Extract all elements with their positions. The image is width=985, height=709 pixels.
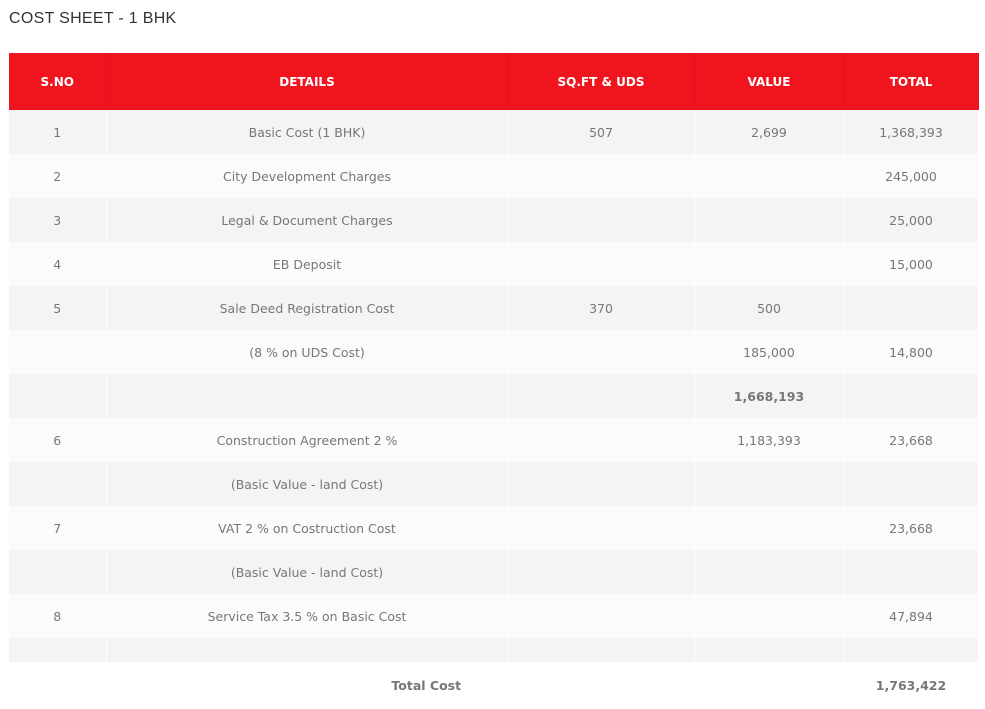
table-row: [9, 330, 978, 374]
spacer-cell: [106, 638, 508, 662]
cell-sqft-uds: [508, 550, 694, 594]
cell-total: 23,668: [844, 418, 978, 462]
cell-details: (Basic Value - land Cost): [106, 550, 508, 594]
cell-total: [844, 462, 978, 506]
cell-sqft-uds: [508, 242, 694, 286]
cell-value: [694, 506, 844, 550]
cell-details: VAT 2 % on Costruction Cost: [106, 506, 508, 550]
cell-value: [694, 462, 844, 506]
cell-value: 2,699: [694, 110, 844, 154]
column-header-total: TOTAL: [844, 53, 978, 110]
cell-sno: 1: [9, 110, 106, 154]
spacer-cell: [9, 638, 106, 662]
cell-details: Service Tax 3.5 % on Basic Cost: [106, 594, 508, 638]
cell-value: [694, 242, 844, 286]
total-cost-label: Total Cost: [9, 662, 844, 708]
cell-sqft-uds: [508, 506, 694, 550]
cost-sheet-table: [9, 53, 979, 708]
cell-total: 245,000: [844, 154, 978, 198]
column-header-details: DETAILS: [106, 53, 508, 110]
cell-sno: [9, 374, 106, 418]
table-row: [9, 418, 978, 462]
cell-sno: [9, 550, 106, 594]
cell-value: 185,000: [694, 330, 844, 374]
cell-total: 23,668: [844, 506, 978, 550]
table-row: [9, 550, 978, 594]
cell-sqft-uds: [508, 462, 694, 506]
cell-value: [694, 594, 844, 638]
cell-details: (8 % on UDS Cost): [106, 330, 508, 374]
cell-sno: 6: [9, 418, 106, 462]
table-row: [9, 594, 978, 638]
cell-sqft-uds: [508, 594, 694, 638]
spacer-cell: [508, 638, 694, 662]
cell-sno: 2: [9, 154, 106, 198]
table-spacer-row: [9, 638, 978, 662]
cell-total: [844, 374, 978, 418]
cell-total: 1,368,393: [844, 110, 978, 154]
cell-sqft-uds: [508, 374, 694, 418]
table-row: [9, 242, 978, 286]
page-title: COST SHEET - 1 BHK: [9, 10, 177, 27]
table-row: [9, 462, 978, 506]
column-header-sqft-uds: SQ.FT & UDS: [508, 53, 694, 110]
cell-details: (Basic Value - land Cost): [106, 462, 508, 506]
cell-total: [844, 550, 978, 594]
cell-total: [844, 286, 978, 330]
cell-sqft-uds: 507: [508, 110, 694, 154]
spacer-cell: [694, 638, 844, 662]
cell-total: 14,800: [844, 330, 978, 374]
table-row: [9, 110, 978, 154]
column-header-value: VALUE: [694, 53, 844, 110]
table-header-row: [9, 53, 978, 110]
cell-sno: [9, 462, 106, 506]
cell-value: [694, 198, 844, 242]
cell-sno: 4: [9, 242, 106, 286]
cell-details: EB Deposit: [106, 242, 508, 286]
cell-sno: 8: [9, 594, 106, 638]
total-row: [9, 662, 978, 708]
table-row: [9, 198, 978, 242]
cell-value: 1,668,193: [694, 374, 844, 418]
cell-sno: 3: [9, 198, 106, 242]
cell-sqft-uds: [508, 198, 694, 242]
cell-value: [694, 550, 844, 594]
total-cost-value: 1,763,422: [844, 662, 978, 708]
cell-total: 25,000: [844, 198, 978, 242]
table-row: [9, 506, 978, 550]
cell-sno: 7: [9, 506, 106, 550]
cell-details: Sale Deed Registration Cost: [106, 286, 508, 330]
cell-sqft-uds: [508, 154, 694, 198]
table-row: [9, 154, 978, 198]
cell-details: [106, 374, 508, 418]
table-row: [9, 286, 978, 330]
cell-total: 15,000: [844, 242, 978, 286]
cell-sqft-uds: [508, 330, 694, 374]
column-header-sno: S.NO: [9, 53, 106, 110]
cell-value: [694, 154, 844, 198]
cell-sqft-uds: [508, 418, 694, 462]
cell-sqft-uds: 370: [508, 286, 694, 330]
cell-total: 47,894: [844, 594, 978, 638]
spacer-cell: [844, 638, 978, 662]
cell-details: Legal & Document Charges: [106, 198, 508, 242]
cell-value: 500: [694, 286, 844, 330]
cell-details: Construction Agreement 2 %: [106, 418, 508, 462]
cell-sno: 5: [9, 286, 106, 330]
table-row: [9, 374, 978, 418]
cell-details: Basic Cost (1 BHK): [106, 110, 508, 154]
cell-value: 1,183,393: [694, 418, 844, 462]
cell-sno: [9, 330, 106, 374]
cell-details: City Development Charges: [106, 154, 508, 198]
